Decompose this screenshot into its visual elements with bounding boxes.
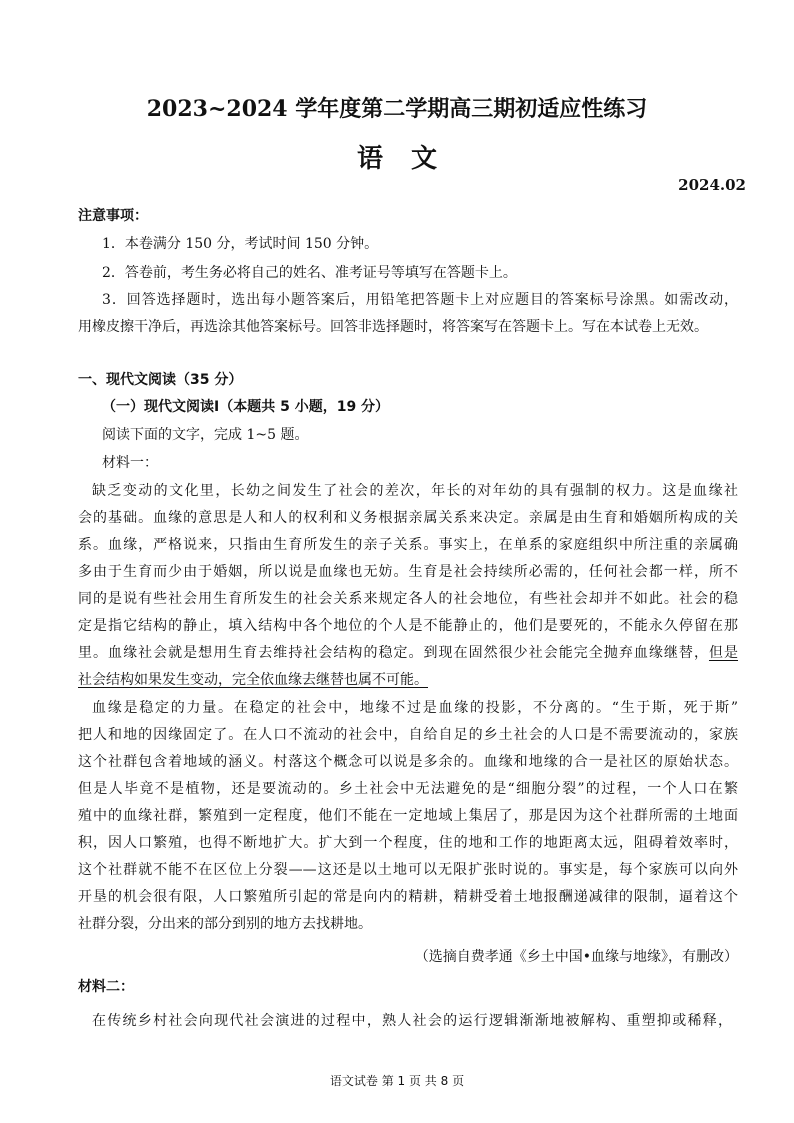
passage-line: 积，因人口繁殖，也得不断地扩大。扩大到一个程度，住的地和工作的地距离太远，阻碍着效率时， [78, 835, 738, 851]
passage-line: 多由于生育而少由于婚姻，所以说是血缘也无妨。生育是社会持续所必需的，任何社会都一样，所不 [78, 564, 738, 580]
material-one-label: 材料一： [102, 455, 158, 471]
notice-heading: 注意事项： [78, 208, 148, 224]
passage-line: 殖中的血缘社群，繁殖到一定程度，他们不能在一定地域上集居了，那是因为这个社群所需的土地面 [78, 808, 738, 824]
notice-item: 1．本卷满分 150 分，考试时间 150 分钟。 [102, 236, 379, 252]
exam-title: 2023~2024 学年度第二学期高三期初适应性练习 [146, 96, 648, 122]
passage-line-underlined [78, 669, 738, 689]
passage-line: 同的是说有些社会用生育所发生的社会关系来规定各人的社会地位，有些社会却并不如此。社会的稳 [78, 591, 738, 607]
passage-line: 定是指它结构的静止，填入结构中各个地位的个人是不能静止的，他们是要死的，不能永久停留在那 [78, 618, 738, 634]
passage-line: 在传统乡村社会向现代社会演进的过程中，熟人社会的运行逻辑渐渐地被解构、重塑抑或稀释， [92, 1013, 732, 1029]
passage-line: 血缘是稳定的力量。在稳定的社会中，地缘不过是血缘的投影，不分离的。“生于斯，死于斯” [92, 700, 738, 716]
passage-line: 社群分裂，分出来的部分到别的地方去找耕地。 [78, 916, 372, 932]
notice-item: 3．回答选择题时，选出每小题答案后，用铅笔把答题卡上对应题目的答案标号涂黑。如需改动， [102, 292, 738, 308]
page-footer: 语文试卷 第 1 页 共 8 页 [329, 1074, 465, 1088]
underlined-text: 但是 [708, 645, 739, 661]
passage-line: 开垦的机会很有限，人口繁殖所引起的常是向内的精耕，精耕受着土地报酬递减律的限制，逼着这个 [78, 889, 738, 905]
source-citation: （选摘自费孝通《乡土中国•血缘与地缘》，有删改） [414, 949, 738, 965]
underlined-text: 社会结构如果发生变动，完全依血缘去继替也属不可能。 [78, 672, 428, 688]
notice-item-continued: 用橡皮擦干净后，再选涂其他答案标号。回答非选择题时，将答案写在答题卡上。写在本试卷上无效。 [78, 319, 708, 335]
passage-line [78, 642, 738, 662]
passage-line: 系。血缘，严格说来，只指由生育所发生的亲子关系。事实上，在单系的家庭组织中所注重的亲属确 [78, 537, 738, 553]
notice-item: 2．答卷前，考生务必将自己的姓名、准考证号等填写在答题卡上。 [102, 265, 517, 281]
section-heading: 一、现代文阅读（35 分） [78, 372, 243, 388]
subsection-heading: （一）现代文阅读Ⅰ（本题共 5 小题，19 分） [102, 399, 390, 415]
exam-date: 2024.02 [678, 176, 746, 194]
material-two-label: 材料二： [78, 979, 134, 995]
passage-line: 但是人毕竟不是植物，还是要流动的。乡土社会中无法避免的是“细胞分裂”的过程，一个人口在繁 [78, 781, 738, 797]
passage-line: 这个社群就不能不在区位上分裂——这还是以土地可以无限扩张时说的。事实是，每个家族可以向外 [78, 862, 738, 878]
passage-line: 把人和地的因缘固定了。在人口不流动的社会中，自给自足的乡土社会的人口是不需要流动的，家族 [78, 727, 738, 743]
passage-text: 里。血缘社会就是想用生育去维持社会结构的稳定。到现在固然很少社会能完全抛弃血缘继替， [78, 645, 709, 661]
passage-line: 这个社群包含着地域的涵义。村落这个概念可以说是多余的。血缘和地缘的合一是社区的原始状态。 [78, 754, 738, 770]
reading-instruction: 阅读下面的文字，完成 1~5 题。 [102, 427, 309, 443]
subject-title: 语文 [356, 144, 465, 174]
passage-line: 缺乏变动的文化里，长幼之间发生了社会的差次，年长的对年幼的具有强制的权力。这是血缘社 [92, 483, 738, 499]
passage-line: 会的基础。血缘的意思是人和人的权利和义务根据亲属关系来决定。亲属是由生育和婚姻所构成的关 [78, 510, 738, 526]
